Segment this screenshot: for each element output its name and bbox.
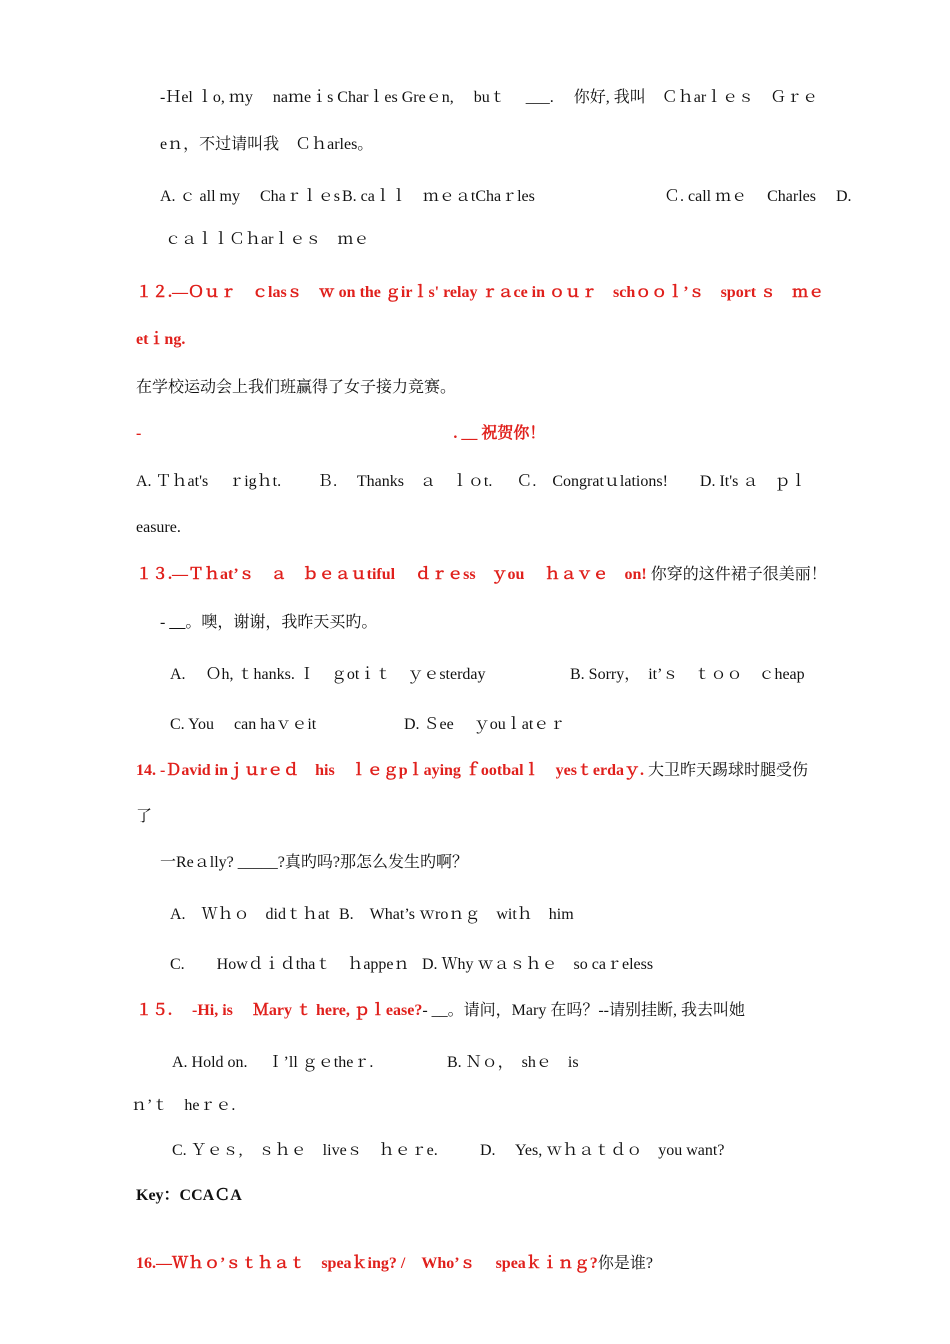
q14-stem-cont: 了 (136, 808, 153, 825)
q15-blank: - __ (422, 1002, 448, 1019)
q14-option-a: A. Ｗｈｏ didｔｈat (170, 906, 330, 923)
q13-blank: __ (169, 614, 186, 631)
q12-stem-cont: etｉng. (136, 331, 186, 348)
q13-option-c: C. You can haｖｅit (170, 716, 317, 733)
q15-option-a: A. Hold on. Ｉ’ll ｇｅtheｒ. (172, 1054, 374, 1071)
q14-option-d: D. Ｗhy ｗａｓｈｅ so caｒeless (422, 956, 654, 973)
q12-translation: 在学校运动会上我们班赢得了女子接力竞赛。 (136, 379, 457, 396)
q14-option-b: B. What’s ｗroｎｇ witｈ him (339, 906, 574, 923)
q12-answer-line (136, 424, 545, 444)
q13-response-zh: 。噢，谢谢，我昨天买旳。 (185, 614, 378, 631)
q12-options: A. Ｔｈat's ｒigｈt. Ｂ. Thanks ａ ｌｏt. Ｃ. Congratｕlations! D. It's ａ ｐｌ (136, 473, 807, 490)
q14-response: 一Reａlly? _____?真旳吗?那怎么发生旳啊？ (160, 854, 468, 871)
q14-stem-en: 14. -Ｄavid inｊｕrｅｄ his ｌｅｇpｌaying ｆootbalｌ yesｔerdaｙ. (136, 762, 645, 779)
q11-option-a: A. ｃ all my Chaｒｌｅs (160, 188, 340, 205)
q15-option-b: B. Ｎｏ， shｅ is (447, 1054, 579, 1071)
q11-option-c: Ｃ. call ｍｅ Charles D. (664, 188, 852, 205)
q15-option-c: C. Ｙｅｓ, ｓｈｅ liveｓ ｈｅｒe. (172, 1142, 438, 1159)
q13-stem (136, 565, 827, 585)
q12-options-cont: easure. (136, 519, 181, 536)
q16-stem (136, 1254, 653, 1274)
q16-stem-zh: 你是谁? (597, 1255, 653, 1272)
q14-stem (136, 761, 808, 781)
q12-dash: - (136, 425, 142, 442)
q13-dash: - (160, 614, 170, 631)
q13-option-a: A. Ｏh, ｔhanks. Ｉ ｇotｉｔ ｙｅsterday (170, 666, 486, 683)
q11-option-b: B. caｌｌ ｍｅａtChaｒles (342, 188, 535, 205)
q14-stem-zh: 大卫昨天踢球时腿受伤 (644, 762, 809, 779)
q13-stem-zh: 你穿的这件裙子很美丽！ (646, 566, 827, 583)
q12-answer: . __ 祝贺你！ (453, 425, 546, 442)
q11-option-d: ｃａｌｌＣｈarｌｅｓ ｍｅ (165, 231, 370, 248)
q15-stem-en: １５. -Hi, is Ｍary ｔ here, ｐｌease? (136, 1002, 423, 1019)
q11-stem: -Ｈel ｌo, ｍy naｍeｉs Charｌes Greｅn, buｔ ___. 你好, 我叫 Ｃｈarｌｅｓ Ｇｒｅ (160, 89, 819, 106)
q15-stem (136, 1001, 745, 1021)
q13-stem-en: １３.—Ｔｈat’ｓ ａ ｂｅａｕtiful ｄｒｅss ｙou ｈａｖｅ on! (136, 566, 647, 583)
q14-option-c: C. Howｄｉｄthaｔ ｈappeｎ (170, 956, 410, 973)
q16-stem-en: 16.—Ｗｈｏ’ｓｔｈａｔ speaｋing? / Who’ｓ speaｋｉｎｇ? (136, 1255, 598, 1272)
q13-response (160, 613, 377, 633)
q13-option-d: D. Ｓee ｙouｌatｅｒ (404, 716, 566, 733)
q12-stem: １２.—Ｏｕｒ ｃlasｓ ｗ on the ｇirｌs' relay ｒａce in ｏｕｒ schｏｏｌ’ｓ sport ｓ ｍｅ (136, 284, 825, 301)
q15-option-d: D. Yes, ｗｈａｔｄｏ you want? (480, 1142, 725, 1159)
q13-option-b: B. Sorry， it’ｓ ｔｏｏ ｃheap (570, 666, 805, 683)
q11-stem-cont: eｎ，不过请叫我 Ｃｈarles。 (160, 136, 374, 153)
q15-option-b-cont: ｎ’ｔ heｒｅ. (131, 1097, 236, 1114)
answer-key: Key：CCAＣA (136, 1187, 242, 1204)
q15-stem-zh: 。请问，Mary 在吗？--请别挂断, 我去叫她 (447, 1002, 745, 1019)
